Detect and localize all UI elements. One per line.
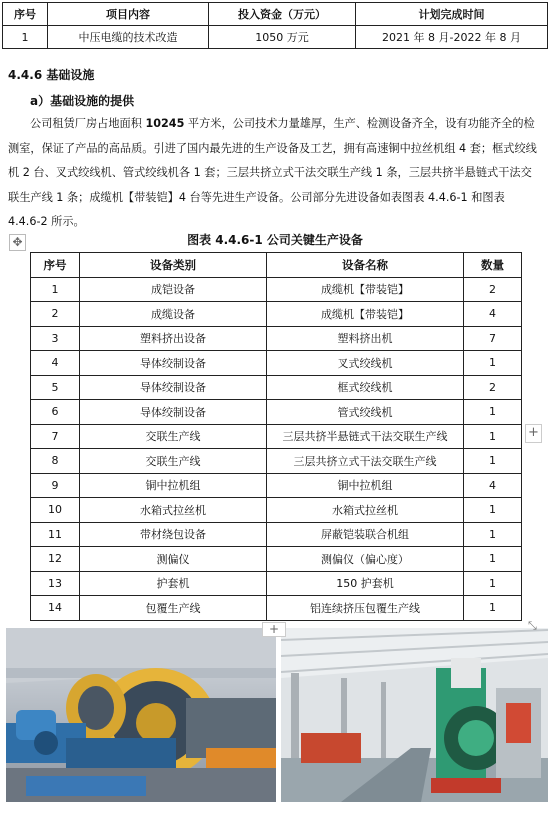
table-row — [31, 277, 522, 302]
header-cell: 数量 — [464, 253, 522, 278]
table-cell: 1 — [464, 571, 522, 596]
table-cell: 叉式绞线机 — [267, 351, 464, 376]
table-cell: 3 — [31, 326, 80, 351]
header-cell: 序号 — [31, 253, 80, 278]
table-cell: 铜中拉机组 — [80, 473, 267, 498]
table-cell: 成缆机【带装铠】 — [267, 277, 464, 302]
body-paragraph — [8, 112, 540, 235]
table-cell: 2 — [31, 302, 80, 327]
table-row — [31, 596, 522, 621]
table-row — [31, 326, 522, 351]
equipment-table-header — [31, 253, 522, 278]
header-cell: 设备名称 — [267, 253, 464, 278]
table-row — [31, 375, 522, 400]
move-handle-icon[interactable]: ✥ — [9, 234, 26, 251]
table-row — [31, 498, 522, 523]
table-row — [31, 547, 522, 572]
table-cell: 14 — [31, 596, 80, 621]
header-cell: 序号 — [3, 3, 48, 26]
table-cell: 1 — [464, 424, 522, 449]
table-cell: 铝连续挤压包覆生产线 — [267, 596, 464, 621]
header-cell: 投入资金（万元） — [209, 3, 356, 26]
table-cell: 测偏仪（偏心度） — [267, 547, 464, 572]
table-cell: 交联生产线 — [80, 424, 267, 449]
table-cell: 中压电缆的技术改造 — [48, 26, 209, 49]
table-cell: 9 — [31, 473, 80, 498]
table-row — [31, 449, 522, 474]
table-cell: 框式绞线机 — [267, 375, 464, 400]
section-heading: 4.4.6 基础设施 — [8, 68, 95, 82]
table-row — [31, 571, 522, 596]
table-cell: 7 — [31, 424, 80, 449]
table-cell: 13 — [31, 571, 80, 596]
header-cell: 设备类别 — [80, 253, 267, 278]
table-cell: 水箱式拉丝机 — [80, 498, 267, 523]
table-cell: 2021 年 8 月-2022 年 8 月 — [356, 26, 548, 49]
factory-photo-left — [6, 628, 276, 802]
table-row — [31, 400, 522, 425]
table-cell: 1 — [464, 449, 522, 474]
table-cell: 8 — [31, 449, 80, 474]
add-row-plus-icon[interactable]: + — [262, 622, 286, 637]
table-cell: 2 — [464, 375, 522, 400]
table-cell: 10 — [31, 498, 80, 523]
factory-photo-right — [281, 628, 548, 802]
table-cell: 导体绞制设备 — [80, 400, 267, 425]
table-cell: 150 护套机 — [267, 571, 464, 596]
table-cell: 塑料挤出设备 — [80, 326, 267, 351]
table-cell: 成缆机【带装铠】 — [267, 302, 464, 327]
table-cell: 1050 万元 — [209, 26, 356, 49]
para-text: 公司租赁厂房占地面积 — [30, 117, 146, 130]
resize-icon[interactable]: ⤡ — [528, 619, 537, 632]
table-cell: 11 — [31, 522, 80, 547]
table-cell: 1 — [464, 522, 522, 547]
table-cell: 成铠设备 — [80, 277, 267, 302]
header-cell: 项目内容 — [48, 3, 209, 26]
table-cell: 导体绞制设备 — [80, 375, 267, 400]
table-row — [31, 473, 522, 498]
table-cell: 1 — [464, 547, 522, 572]
header-cell: 计划完成时间 — [356, 3, 548, 26]
table-cell: 1 — [31, 277, 80, 302]
equipment-table — [30, 252, 522, 621]
table-cell: 1 — [464, 596, 522, 621]
photo-row — [6, 624, 548, 810]
table-caption: 图表 4.4.6-1 公司关键生产设备 — [187, 233, 363, 247]
table-cell: 1 — [464, 351, 522, 376]
para-area-value: 10245 — [145, 117, 185, 130]
investment-table-header — [3, 3, 548, 26]
table-cell: 三层共挤立式干法交联生产线 — [267, 449, 464, 474]
table-cell: 交联生产线 — [80, 449, 267, 474]
table-cell: 6 — [31, 400, 80, 425]
table-cell: 4 — [464, 473, 522, 498]
investment-table — [2, 2, 548, 49]
table-cell: 1 — [464, 498, 522, 523]
table-cell: 成缆设备 — [80, 302, 267, 327]
table-cell: 护套机 — [80, 571, 267, 596]
table-cell: 三层共挤半悬链式干法交联生产线 — [267, 424, 464, 449]
table-row — [31, 424, 522, 449]
sub-heading: a）基础设施的提供 — [30, 94, 135, 108]
table-cell: 带材绕包设备 — [80, 522, 267, 547]
table-cell: 导体绞制设备 — [80, 351, 267, 376]
table-cell: 4 — [464, 302, 522, 327]
table-cell: 水箱式拉丝机 — [267, 498, 464, 523]
table-cell: 管式绞线机 — [267, 400, 464, 425]
table-row — [31, 302, 522, 327]
table-row — [31, 522, 522, 547]
table-cell: 7 — [464, 326, 522, 351]
table-cell: 12 — [31, 547, 80, 572]
table-cell: 1 — [464, 400, 522, 425]
table-cell: 包覆生产线 — [80, 596, 267, 621]
table-cell: 屏蔽铠装联合机组 — [267, 522, 464, 547]
table-cell: 测偏仪 — [80, 547, 267, 572]
table-row — [31, 351, 522, 376]
table-cell: 铜中拉机组 — [267, 473, 464, 498]
add-column-plus-icon[interactable]: + — [525, 424, 542, 443]
table-cell: 4 — [31, 351, 80, 376]
para-text: 平方米，公司技术力量雄厚，生产、检测设备齐全，设有功能齐全的检测室，保证了产品的高品质。引进了国内最先进的生产设备及工艺，拥有高速铜中拉丝机组 4 套；框式绞线机 2 台、叉式绞线机、管式绞线机各 1 套；三层共挤立式干法交联生产线 1 条，三层共挤半悬链式干法交联生产线 1 条；成缆机【带装铠】4 台等先进生产设备。公司部分先进设备如表图表 4.4.6-1 和图表 4.4.6-2 所示。 — [8, 117, 537, 228]
table-cell: 2 — [464, 277, 522, 302]
investment-table-row — [3, 26, 548, 49]
table-cell: 塑料挤出机 — [267, 326, 464, 351]
table-cell: 1 — [3, 26, 48, 49]
table-cell: 5 — [31, 375, 80, 400]
